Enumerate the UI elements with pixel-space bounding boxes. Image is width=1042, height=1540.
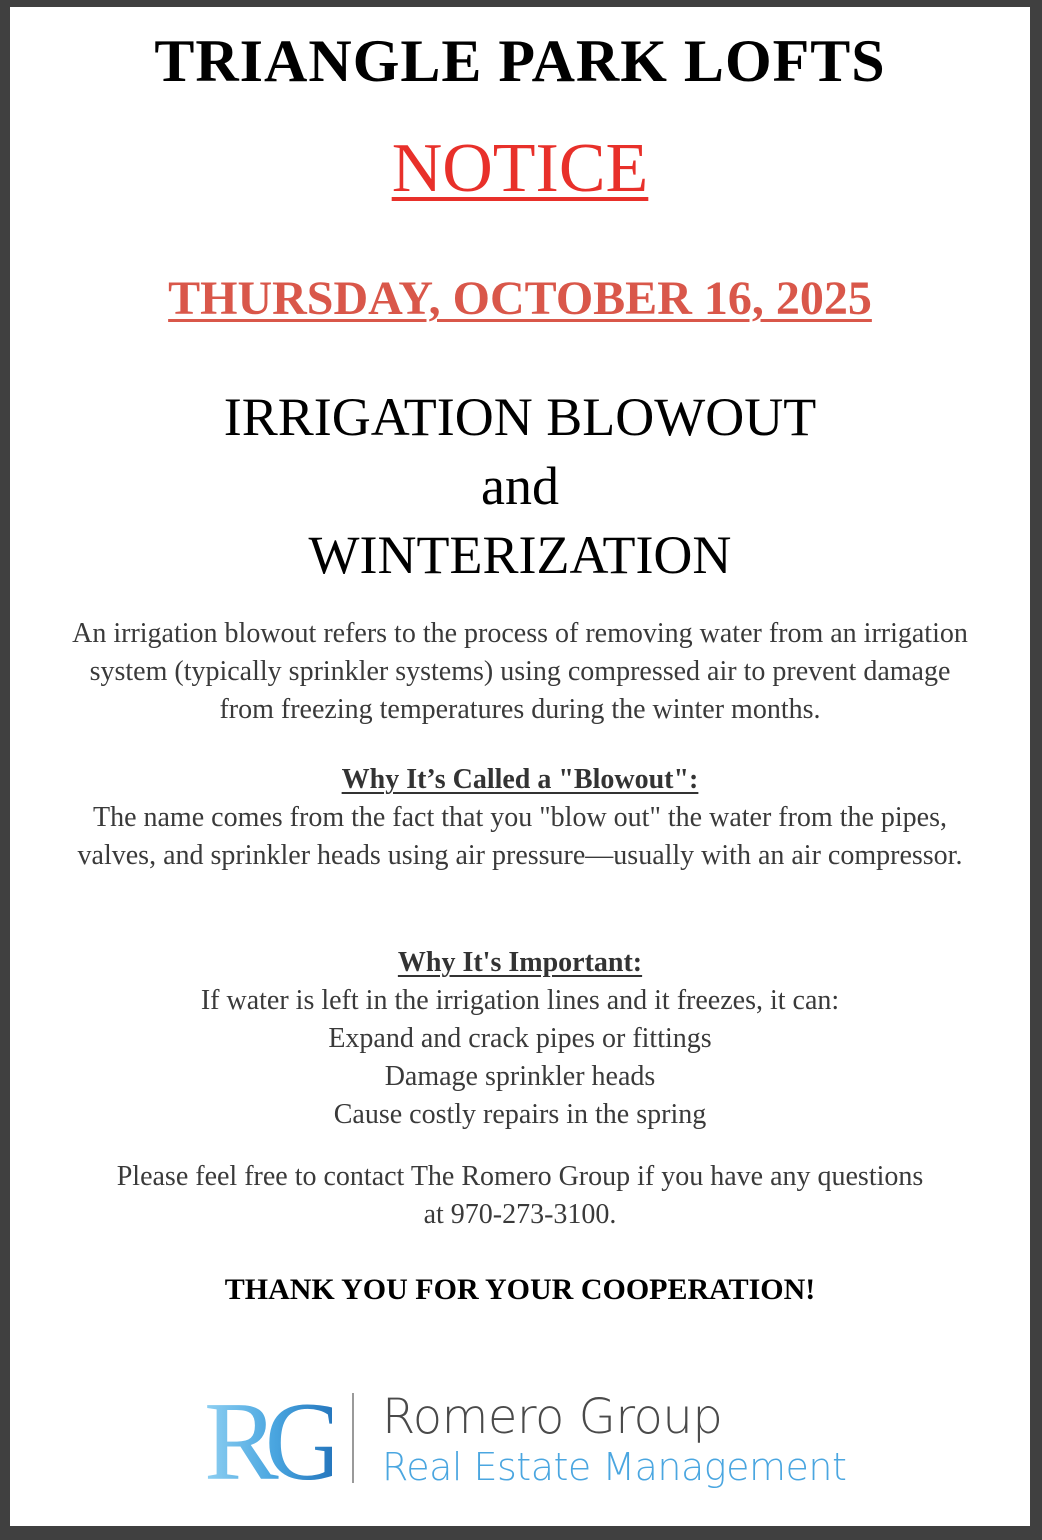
why-important-heading-text: Why It's Important: — [397, 947, 643, 978]
notice-page — [10, 7, 1030, 1526]
why-important-item-1: Expand and crack pipes or fittings — [328, 1023, 712, 1054]
why-called-heading — [70, 761, 970, 799]
svg-text:RG: RG — [204, 1387, 332, 1487]
why-called-text: The name comes from the fact that you "blow out" the water from the pipes, valves, and sprinkler heads using air pressure—usually with an air compressor. — [77, 802, 963, 871]
intro-paragraph: An irrigation blowout refers to the process of removing water from an irrigation system (typically sprinkler systems) using compressed air to prevent damage from freezing temperatures during the winter months. — [72, 618, 968, 725]
why-important-lead: If water is left in the irrigation lines and it freezes, it can: — [200, 985, 840, 1016]
logo-company-name: Romero Group — [382, 1389, 723, 1445]
rg-monogram-icon — [202, 1387, 332, 1487]
why-important-section — [70, 944, 970, 1134]
romero-group-logo — [202, 1387, 862, 1497]
main-heading — [10, 383, 1030, 590]
notice-date-text: THURSDAY, OCTOBER 16, 2025 — [168, 272, 872, 325]
contact-paragraph: Please feel free to contact The Romero Group if you have any questions at 970-273-3100. — [116, 1161, 924, 1230]
why-important-item-3: Cause costly repairs in the spring — [333, 1099, 707, 1130]
why-called-heading-text: Why It’s Called a "Blowout": — [341, 764, 699, 795]
logo-tagline: Real Estate Management — [382, 1445, 847, 1489]
why-important-item-2: Damage sprinkler heads — [384, 1061, 656, 1092]
why-called-section — [70, 761, 970, 875]
notice-heading-text: NOTICE — [391, 130, 649, 207]
thank-you-line: THANK YOU FOR YOUR COOPERATION! — [224, 1273, 816, 1306]
notice-heading — [10, 131, 1030, 207]
why-important-heading — [70, 944, 970, 982]
notice-date — [10, 271, 1030, 327]
building-title: TRIANGLE PARK LOFTS — [154, 28, 886, 94]
main-heading-line-1: IRRIGATION BLOWOUT — [223, 387, 817, 447]
logo-divider — [352, 1393, 354, 1483]
main-heading-line-2: and — [481, 456, 559, 516]
main-heading-line-3: WINTERIZATION — [308, 525, 732, 585]
